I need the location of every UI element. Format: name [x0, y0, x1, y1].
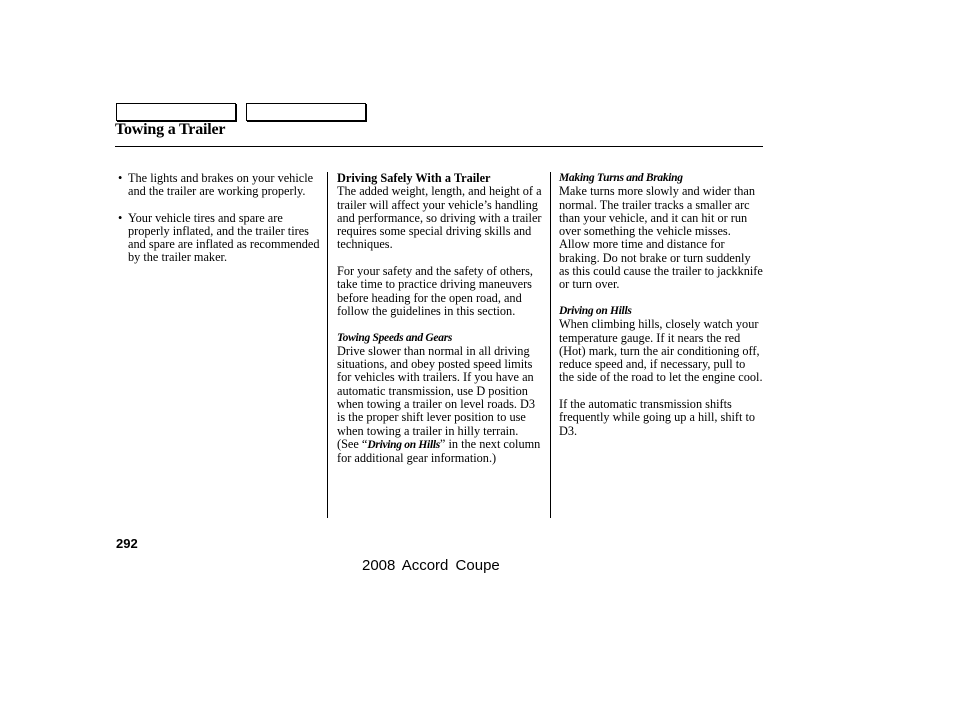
bullet-icon: •: [118, 171, 123, 185]
subsection-heading: Driving on Hills: [559, 304, 632, 317]
subsection-heading: Making Turns and Braking: [559, 172, 683, 184]
cross-reference: Driving on Hills: [367, 438, 440, 451]
paragraph-text: ” in the next column for additional gear information.): [337, 436, 541, 466]
column-2: [337, 172, 543, 466]
column-divider-1: [327, 172, 328, 518]
list-item-text: The lights and brakes on your vehicle and the trailer are working properly.: [128, 171, 314, 199]
list-item: [118, 212, 320, 265]
page-number: 292: [116, 536, 138, 551]
bullet-icon: •: [118, 210, 123, 225]
paragraph-text: Drive slower than normal in all driving situations, and obey posted speed limits for vehicles with trailers. If you have an automatic transmission, use D position when towing a trailer on level roads. D3 is the proper shift lever position to use when towing a trailer in hilly terrain. (See “: [337, 343, 536, 451]
section-heading: Driving Safely With a Trailer: [337, 171, 491, 185]
column-1: [118, 172, 320, 265]
subsection-heading: Towing Speeds and Gears: [337, 331, 453, 344]
list-item-text: Your vehicle tires and spare are properly inflated, and the trailer tires and spare are inflated as recommended by the trailer maker.: [128, 210, 320, 265]
paragraph: When climbing hills, closely watch your temperature gauge. If it nears the red (Hot) mark, turn the air conditioning off, reduce speed and, if necessary, pull to the side of the road to let the engine cool.: [559, 317, 763, 385]
section-tab-2[interactable]: [246, 103, 366, 121]
column-3: [559, 172, 763, 438]
list-item: [118, 172, 320, 199]
paragraph: For your safety and the safety of others, take time to practice driving maneuvers before heading for the open road, and follow the guidelines in this section.: [337, 264, 534, 318]
title-rule: [115, 146, 763, 147]
section-tab-1[interactable]: [116, 103, 236, 121]
paragraph: The added weight, length, and height of a trailer will affect your vehicle’s handling and performance, so driving with a trailer requires some special driving skills and techniques.: [337, 184, 542, 252]
paragraph: Make turns more slowly and wider than normal. The trailer tracks a smaller arc than your vehicle, and it can hit or run over something the vehicle misses. Allow more time and distance for braking. Do not brake or turn suddenly as this could cause the trailer to jackknife or turn over.: [559, 184, 763, 292]
column-divider-2: [550, 172, 551, 518]
paragraph: [337, 345, 543, 466]
footer-model: 2008 Accord Coupe: [362, 557, 500, 574]
paragraph: If the automatic transmission shifts frequently while going up a hill, shift to D3.: [559, 397, 756, 438]
page-title: Towing a Trailer: [115, 121, 226, 138]
